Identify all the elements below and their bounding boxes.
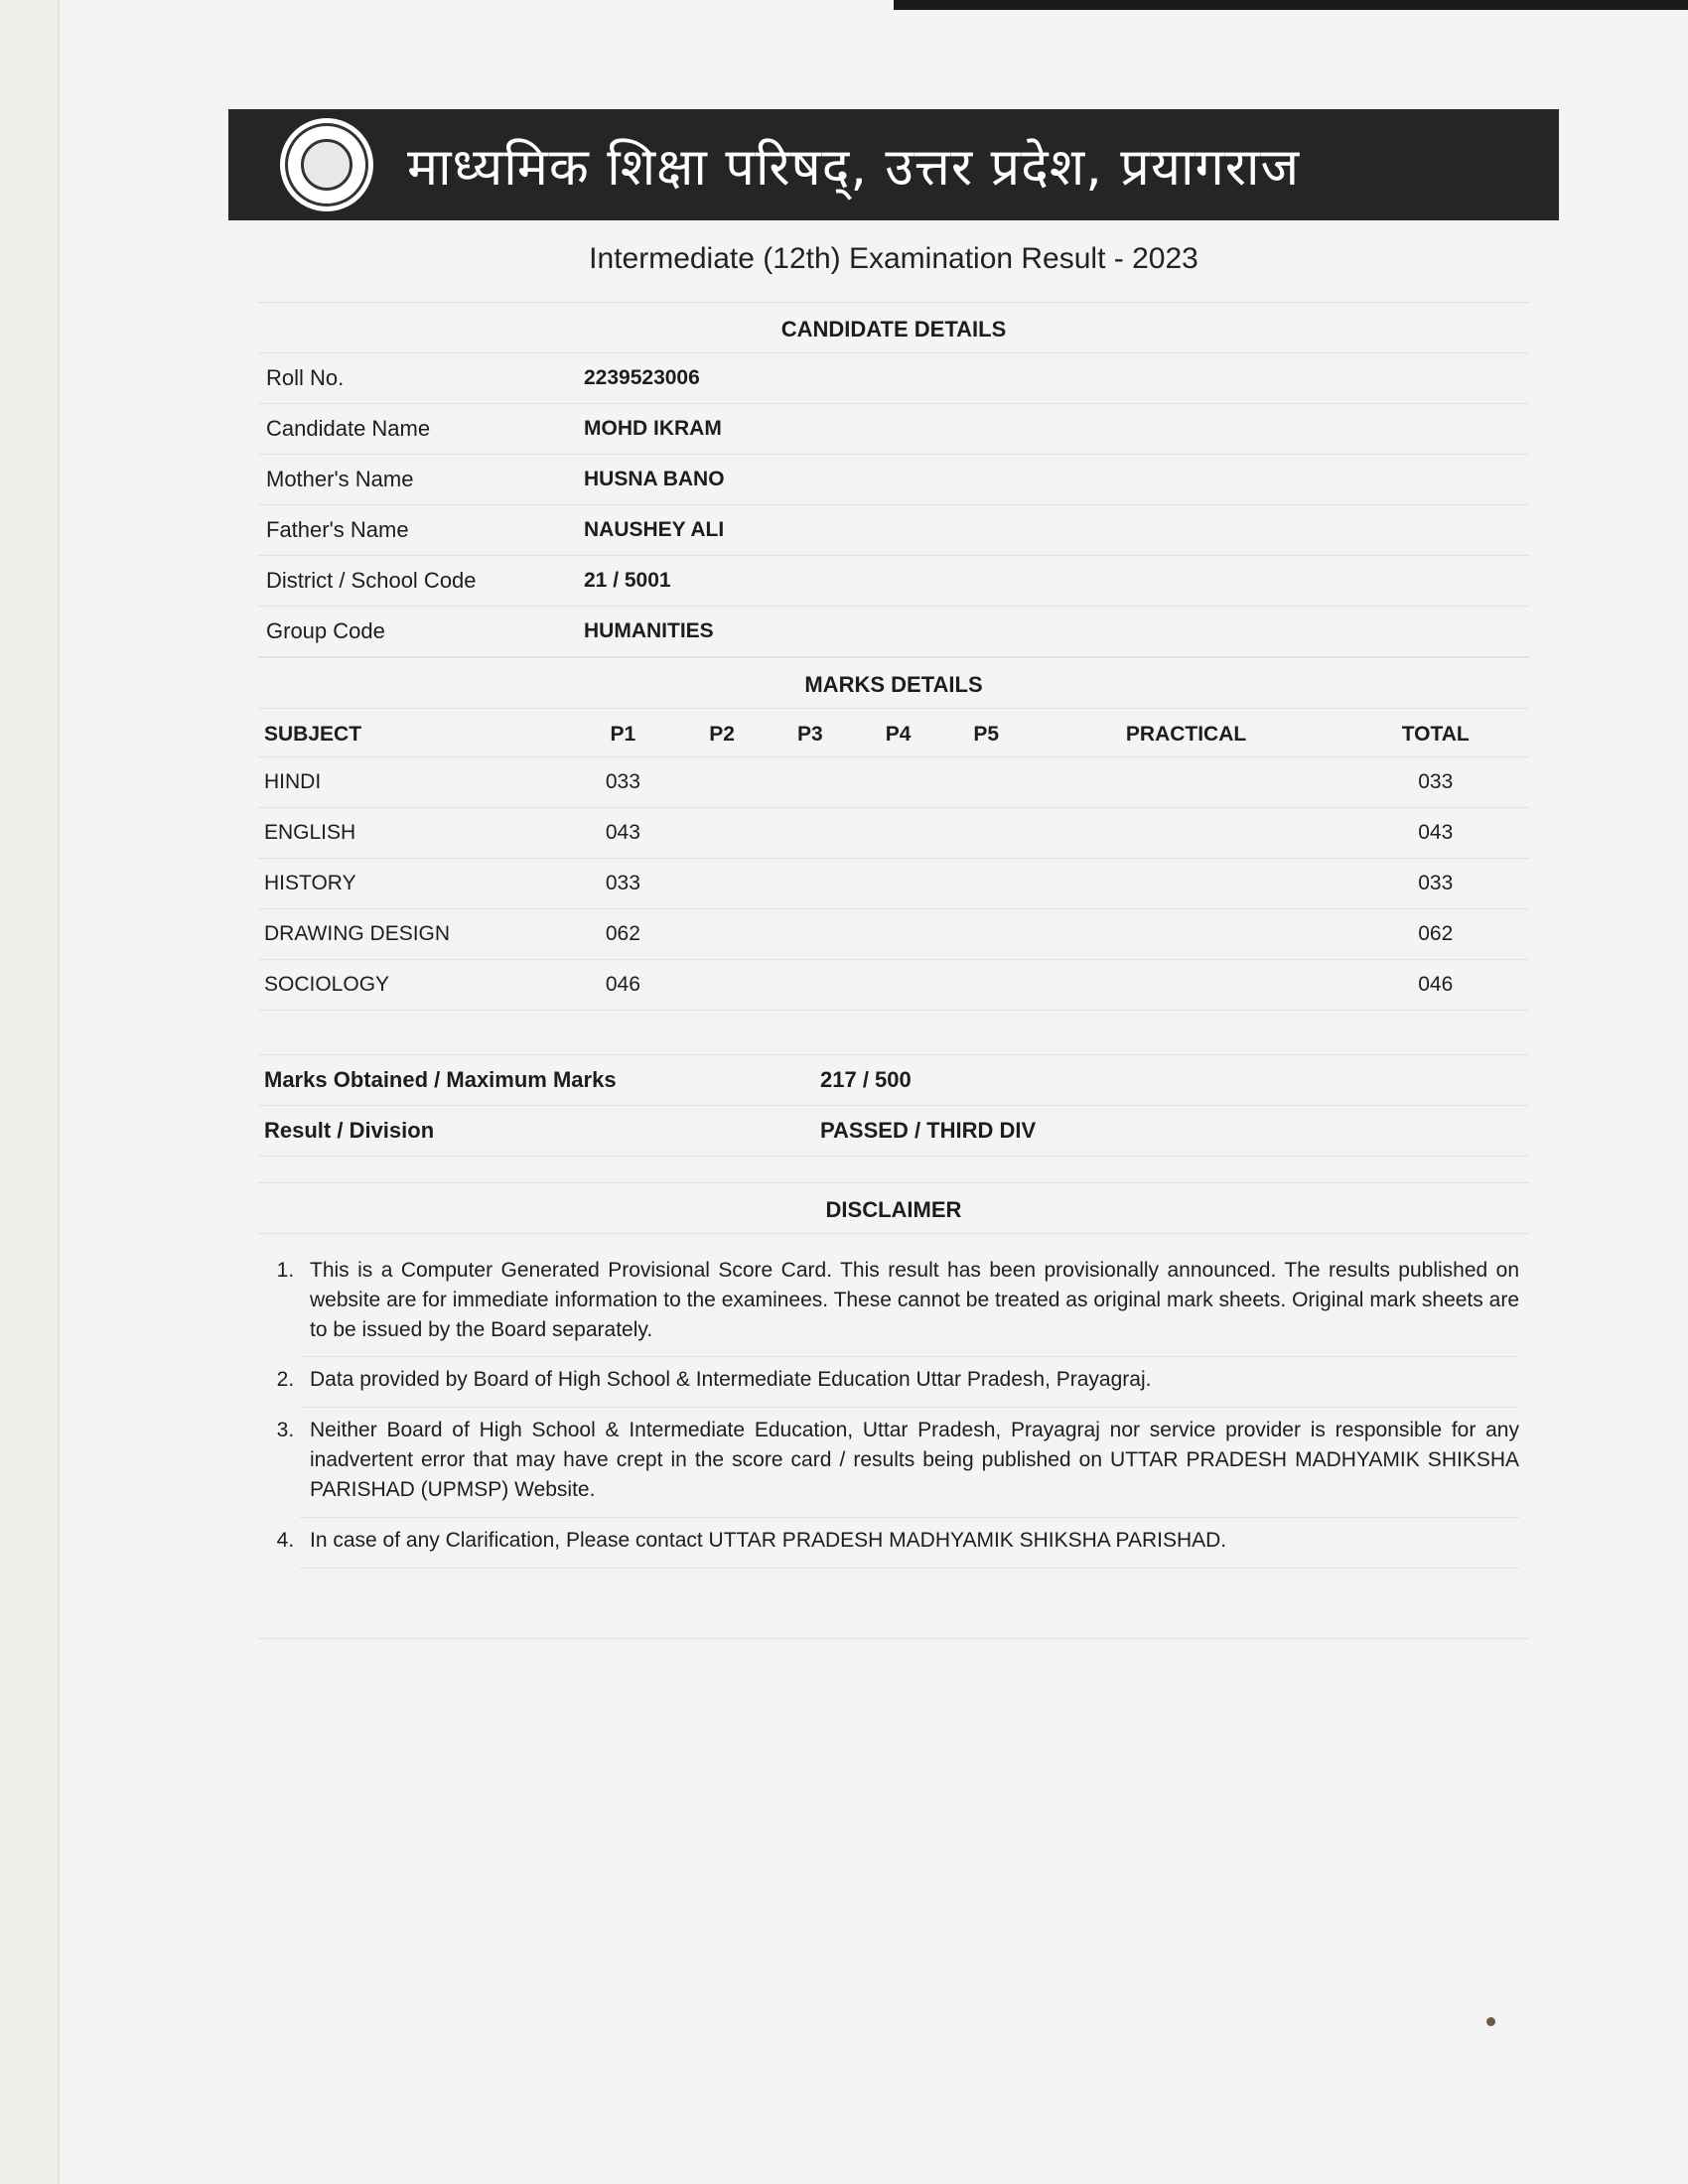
scan-paper-edge [0,0,60,2184]
marks-obtained-value: 217 / 500 [820,1067,912,1092]
p1-cell: 043 [568,808,678,859]
table-row [258,909,1529,960]
disclaimer-item: 1. This is a Computer Generated Provisional Score Card. This result has been provisionally announced. The results published on website are for immediate information to the examinees. These cannot be treated as original mark sheets. Original mark sheets are to be issued by the Board separately. [300,1248,1519,1357]
col-practical: PRACTICAL [1031,709,1342,757]
subject-cell: HISTORY [258,859,568,909]
total-cell: 033 [1342,757,1530,808]
table-row [258,859,1529,909]
candidate-name: MOHD IKRAM [584,417,722,440]
col-p5: P5 [942,709,1031,757]
father-name: NAUSHEY ALI [584,518,725,541]
p4-cell [854,859,942,909]
disclaimer-item: 3. Neither Board of High School & Intermediate Education, Uttar Pradesh, Prayagraj nor service provider is responsible for any inadvertent error that may have crept in the score card / results being published on UTTAR PRADESH MADHYAMIK SHIKSHA PARISHAD (UPMSP) Website. [300,1408,1519,1517]
p4-cell [854,757,942,808]
candidate-row [258,404,1529,455]
p5-cell [942,859,1031,909]
p1-cell: 046 [568,960,678,1011]
result-document [228,109,1559,1639]
disclaimer-item: 4. In case of any Clarification, Please contact UTTAR PRADESH MADHYAMIK SHIKSHA PARISHAD. [300,1518,1519,1569]
scan-speck [1486,2017,1495,2026]
p3-cell [766,960,854,1011]
roll-number: 2239523006 [584,366,700,389]
total-cell: 033 [1342,859,1530,909]
scan-top-shadow [894,0,1688,10]
p5-cell [942,808,1031,859]
p3-cell [766,909,854,960]
field-label: Group Code [266,618,385,643]
p1-cell: 062 [568,909,678,960]
col-p3: P3 [766,709,854,757]
up-emblem-icon [280,118,373,211]
p4-cell [854,960,942,1011]
page-title: Intermediate (12th) Examination Result - 2023 [589,242,1198,275]
subject-cell: ENGLISH [258,808,568,859]
total-cell: 062 [1342,909,1530,960]
candidate-row [258,353,1529,404]
col-subject: SUBJECT [258,709,568,757]
board-name-hindi: माध्यमिक शिक्षा परिषद्, उत्तर प्रदेश, प्रयागराज [407,137,1301,198]
disclaimer-heading: DISCLAIMER [258,1182,1529,1234]
marks-summary-row [258,1055,1529,1106]
candidate-details-heading: CANDIDATE DETAILS [258,302,1529,353]
col-p1: P1 [568,709,678,757]
marks-details-heading: MARKS DETAILS [258,657,1529,709]
p3-cell [766,859,854,909]
p2-cell [678,808,767,859]
table-spacer [258,1011,1529,1055]
table-row [258,960,1529,1011]
field-label: Mother's Name [266,467,414,491]
col-p2: P2 [678,709,767,757]
marks-header-row [258,709,1529,757]
practical-cell [1031,859,1342,909]
group-code: HUMANITIES [584,619,714,642]
candidate-row [258,505,1529,556]
practical-cell [1031,808,1342,859]
p2-cell [678,960,767,1011]
p5-cell [942,757,1031,808]
practical-cell [1031,960,1342,1011]
p1-cell: 033 [568,859,678,909]
result-summary-row [258,1106,1529,1157]
district-school-code: 21 / 5001 [584,569,671,592]
header-banner [228,109,1559,220]
p2-cell [678,859,767,909]
p2-cell [678,757,767,808]
subject-cell: SOCIOLOGY [258,960,568,1011]
p5-cell [942,909,1031,960]
p4-cell [854,909,942,960]
p3-cell [766,808,854,859]
field-label: Roll No. [266,365,345,390]
p1-cell: 033 [568,757,678,808]
candidate-row [258,455,1529,505]
practical-cell [1031,757,1342,808]
subject-cell: DRAWING DESIGN [258,909,568,960]
p3-cell [766,757,854,808]
marks-obtained-label: Marks Obtained / Maximum Marks [264,1067,617,1092]
col-total: TOTAL [1342,709,1530,757]
field-label: Candidate Name [266,416,431,441]
mother-name: HUSNA BANO [584,468,725,490]
practical-cell [1031,909,1342,960]
disclaimer-list [258,1234,1529,1578]
col-p4: P4 [854,709,942,757]
result-division-value: PASSED / THIRD DIV [820,1118,1037,1143]
subject-cell: HINDI [258,757,568,808]
bottom-divider [258,1578,1529,1639]
disclaimer-item: 2. Data provided by Board of High School & Intermediate Education Uttar Pradesh, Prayagraj. [300,1357,1519,1408]
field-label: District / School Code [266,568,477,593]
marks-table [258,709,1529,1011]
candidate-row [258,556,1529,607]
candidate-row [258,607,1529,657]
table-row [258,757,1529,808]
result-card [228,302,1559,1639]
field-label: Father's Name [266,517,409,542]
result-division-label: Result / Division [264,1118,435,1143]
p2-cell [678,909,767,960]
table-row [258,808,1529,859]
total-cell: 046 [1342,960,1530,1011]
total-cell: 043 [1342,808,1530,859]
p4-cell [854,808,942,859]
p5-cell [942,960,1031,1011]
